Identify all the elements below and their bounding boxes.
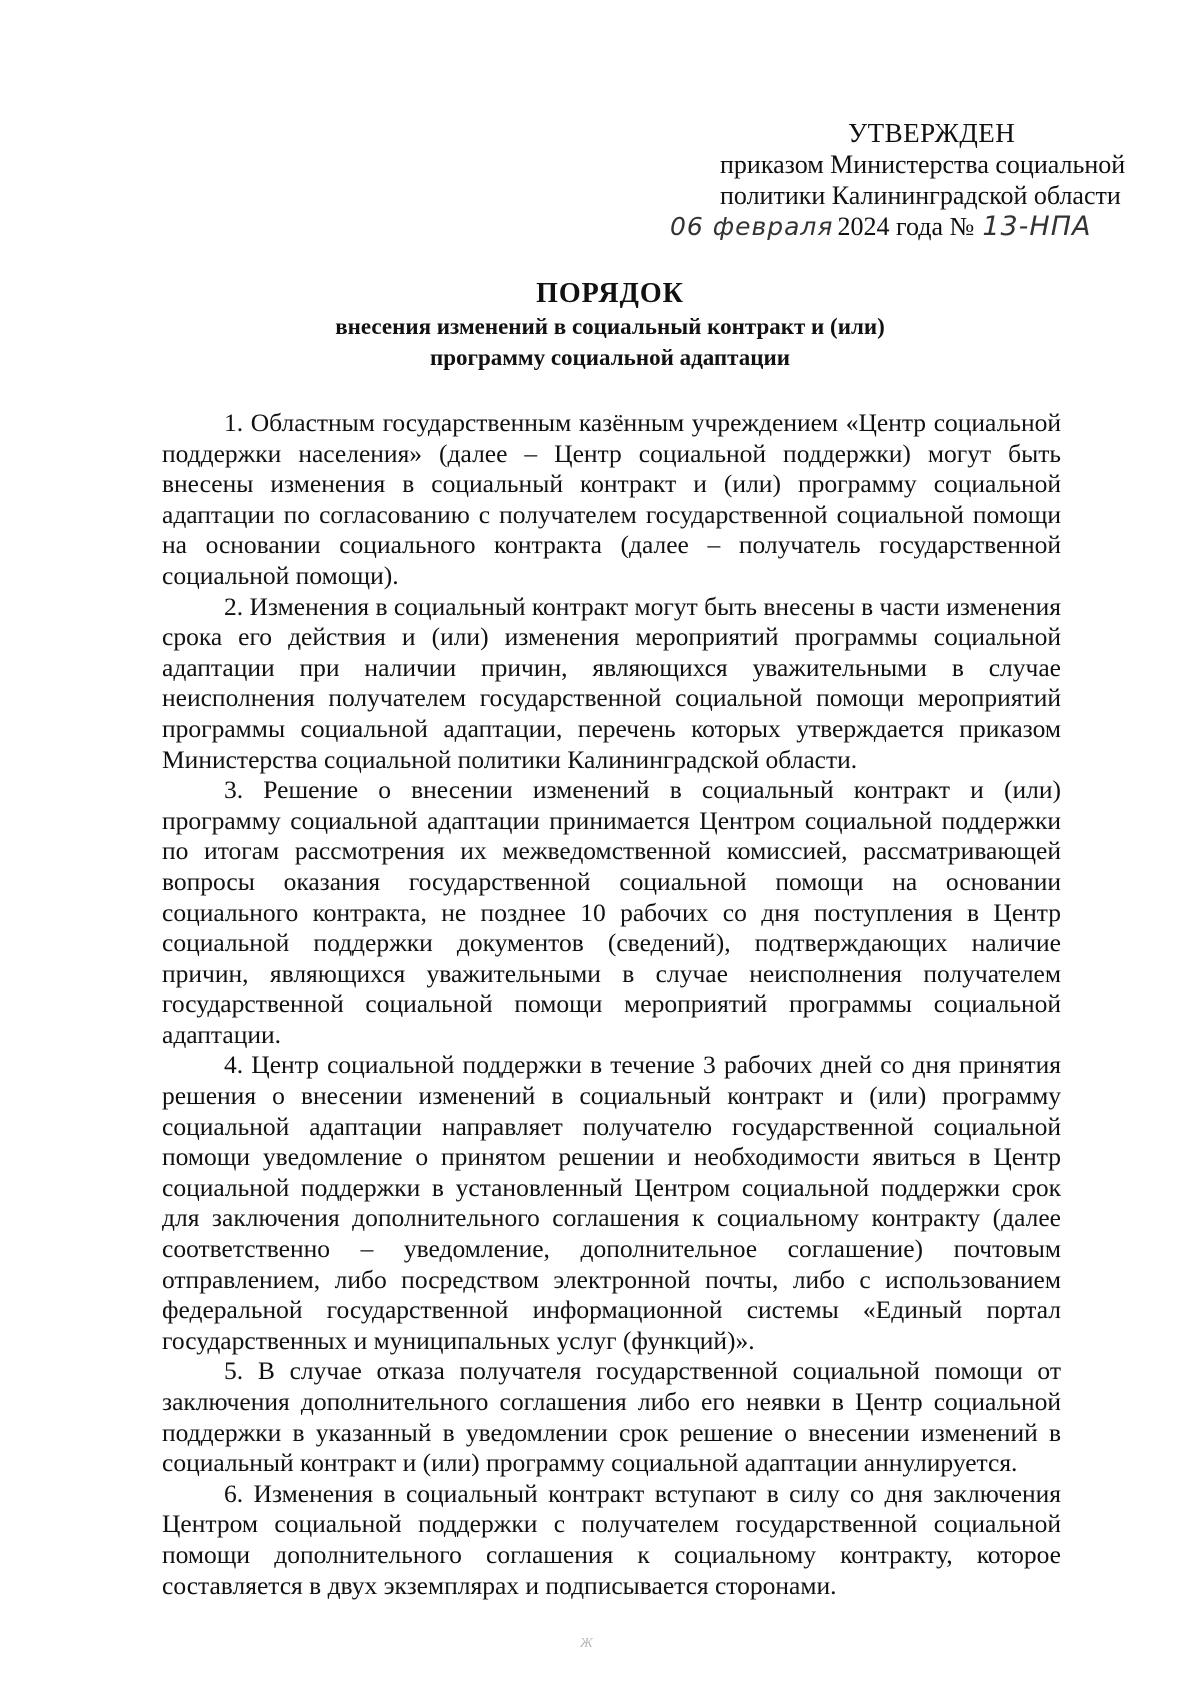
approval-date-line <box>670 211 1160 242</box>
document-title-block <box>160 277 1060 373</box>
document-subtitle-line-1: внесения изменений в социальный контракт и (или) <box>335 314 885 339</box>
paragraph-6: 6. Изменения в социальный контракт вступают в силу со дня заключения Центром социальной поддержки с получателем государственной социальной помощи дополнительного соглашения к социальному контракту, которое составляется в двух экземплярах и подписывается сторонами. <box>162 1478 1061 1600</box>
paragraph-4: 4. Центр социальной поддержки в течение 3 рабочих дней со дня принятия решения о внесении изменений в социальный контракт и (или) программу социальной адаптации направляет получателю государственной социальной помощи уведомление о принятом решении и необходимости явиться в Центр социальной поддержки в установленный Центром социальной поддержки срок для заключения дополнительного соглашения к социальному контракту (далее соответственно – уведомление, дополнительное соглашение) почтовым отправлением, либо посредством электронной почты, либо с использованием федеральной государственной информационной системы «Единый портал государственных и муниципальных услуг (функций)». <box>162 1050 1061 1355</box>
handwritten-date: 06 февраля <box>670 212 834 241</box>
approval-line-2: политики Калининградской области <box>720 181 1121 210</box>
document-title: ПОРЯДОК <box>536 278 684 309</box>
paragraph-3: 3. Решение о внесении изменений в социальный контракт и (или) программу социальной адаптации принимается Центром социальной поддержки по итогам рассмотрения их межведомственной комиссией, рассматривающей вопросы оказания государственной социальной помощи на основании социального контракта, не позднее 10 рабочих со дня поступления в Центр социальной поддержки документов (сведений), подтверждающих наличие причин, являющихся уважительными в случае неисполнения получателем государственной социальной помощи мероприятий программы социальной адаптации. <box>162 775 1061 1049</box>
document-subtitle-line-2: программу социальной адаптации <box>429 345 790 370</box>
approval-heading: УТВЕРЖДЕН <box>848 118 1016 148</box>
approval-block <box>670 118 1160 242</box>
paragraph-5: 5. В случае отказа получателя государственной социальной помощи от заключения дополнительного соглашения либо его неявки в Центр социальной поддержки в указанный в уведомлении срок решение о внесении изменений в социальный контракт и (или) программу социальной адаптации аннулируется. <box>162 1356 1061 1478</box>
paragraph-2: 2. Изменения в социальный контракт могут быть внесены в части изменения срока его действия и (или) изменения мероприятий программы социальной адаптации при наличии причин, являющихся уважительными в случае неисполнения получателем государственной социальной помощи мероприятий программы социальной адаптации, перечень которых утверждается приказом Министерства социальной политики Калининградской области. <box>162 591 1061 774</box>
approval-line-1: приказом Министерства социальной <box>720 150 1126 179</box>
page-mark: Ж <box>580 1636 593 1651</box>
paragraph-1: 1. Областным государственным казённым учреждением «Центр социальной поддержки населения» (далее – Центр социальной поддержки) могут быть внесены изменения в социальный контракт и (или) программу социальной адаптации по согласованию с получателем государственной социальной помощи на основании социального контракта (далее – получатель государственной социальной помощи). <box>162 408 1061 590</box>
document-body <box>162 408 1061 1601</box>
approval-year-text: 2024 года № <box>837 212 975 241</box>
handwritten-order-number: 13-НПА <box>982 211 1092 242</box>
